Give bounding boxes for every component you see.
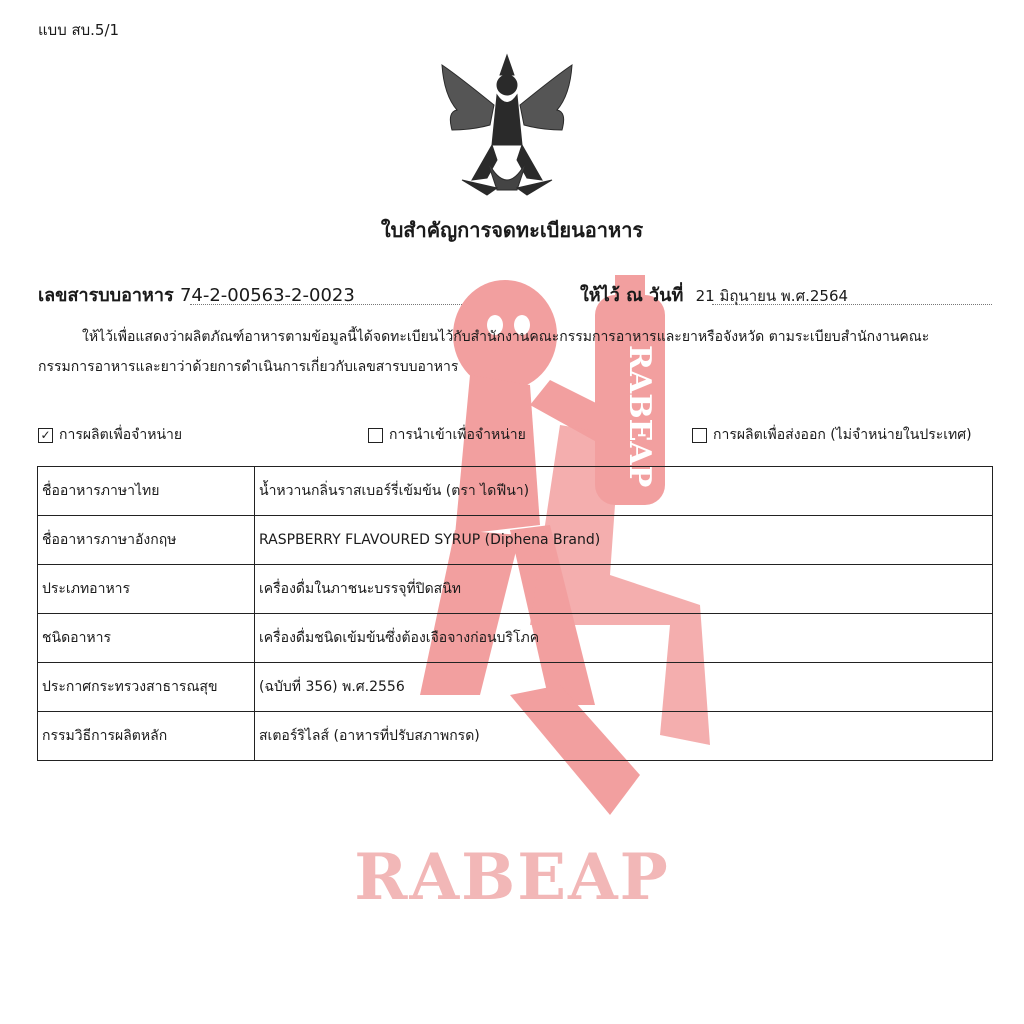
table-row xyxy=(38,614,993,663)
table-row xyxy=(38,663,993,712)
issue-date-label: ให้ไว้ ณ วันที่ xyxy=(580,285,684,306)
table-row xyxy=(38,516,993,565)
table-row xyxy=(38,565,993,614)
checkbox-manufacture-for-sale[interactable] xyxy=(38,424,182,446)
form-code: แบบ สบ.5/1 xyxy=(38,21,120,39)
document-title: ใบสำคัญการจดทะเบียนอาหาร xyxy=(380,218,644,242)
checkbox-label: การผลิตเพื่อจำหน่าย xyxy=(59,427,183,443)
garuda-emblem-icon xyxy=(432,50,582,200)
table-value: RASPBERRY FLAVOURED SYRUP (Diphena Brand) xyxy=(255,516,993,565)
food-details-table xyxy=(37,466,993,761)
issue-date-value: 21 มิถุนายน พ.ศ.2564 xyxy=(695,287,849,305)
statement-line-1: ให้ไว้เพื่อแสดงว่าผลิตภัณฑ์อาหารตามข้อมูลนี้ได้จดทะเบียนไว้กับสำนักงานคณะกรรมการอาหารและยาหรือจังหวัด ตามระเบียบสำนักงานคณะ xyxy=(82,329,930,345)
table-row xyxy=(38,467,993,516)
table-row xyxy=(38,712,993,761)
checkbox-empty-icon xyxy=(692,428,707,443)
checkbox-manufacture-for-export[interactable] xyxy=(692,424,972,446)
table-value: เครื่องดื่มในภาชนะบรรจุที่ปิดสนิท xyxy=(255,565,993,614)
table-value: น้ำหวานกลิ่นราสเบอร์รี่เข้มข้น (ตรา ไดฟีนา) xyxy=(255,467,993,516)
certification-statement xyxy=(38,322,998,382)
checkbox-label: การผลิตเพื่อส่งออก (ไม่จำหน่ายในประเทศ) xyxy=(713,427,972,443)
registration-number-value: 74-2-00563-2-0023 xyxy=(179,285,355,306)
table-value: เครื่องดื่มชนิดเข้มข้นซึ่งต้องเจือจางก่อนบริโภค xyxy=(255,614,993,663)
table-key: ประเภทอาหาร xyxy=(38,565,255,614)
table-key: ชื่ออาหารภาษาไทย xyxy=(38,467,255,516)
checkbox-empty-icon xyxy=(368,428,383,443)
table-key: กรรมวิธีการผลิตหลัก xyxy=(38,712,255,761)
table-key: ประกาศกระทรวงสาธารณสุข xyxy=(38,663,255,712)
watermark-bottle-text: RABEAP xyxy=(622,345,657,488)
checkbox-label: การนำเข้าเพื่อจำหน่าย xyxy=(389,427,526,443)
statement-line-2: กรรมการอาหารและยาว่าด้วยการดำเนินการเกี่ยวกับเลขสารบบอาหาร xyxy=(38,359,459,375)
checkbox-import-for-sale[interactable] xyxy=(368,424,526,446)
table-key: ชนิดอาหาร xyxy=(38,614,255,663)
registration-number-underline xyxy=(190,304,462,305)
table-value: (ฉบับที่ 356) พ.ศ.2556 xyxy=(255,663,993,712)
watermark-text: RABEAP xyxy=(354,840,670,915)
issue-date-underline xyxy=(712,304,992,305)
table-key: ชื่ออาหารภาษาอังกฤษ xyxy=(38,516,255,565)
checkbox-checked-icon: ✓ xyxy=(38,428,53,443)
registration-number-label: เลขสารบบอาหาร xyxy=(38,285,174,306)
table-value: สเตอร์ริไลส์ (อาหารที่ปรับสภาพกรด) xyxy=(255,712,993,761)
